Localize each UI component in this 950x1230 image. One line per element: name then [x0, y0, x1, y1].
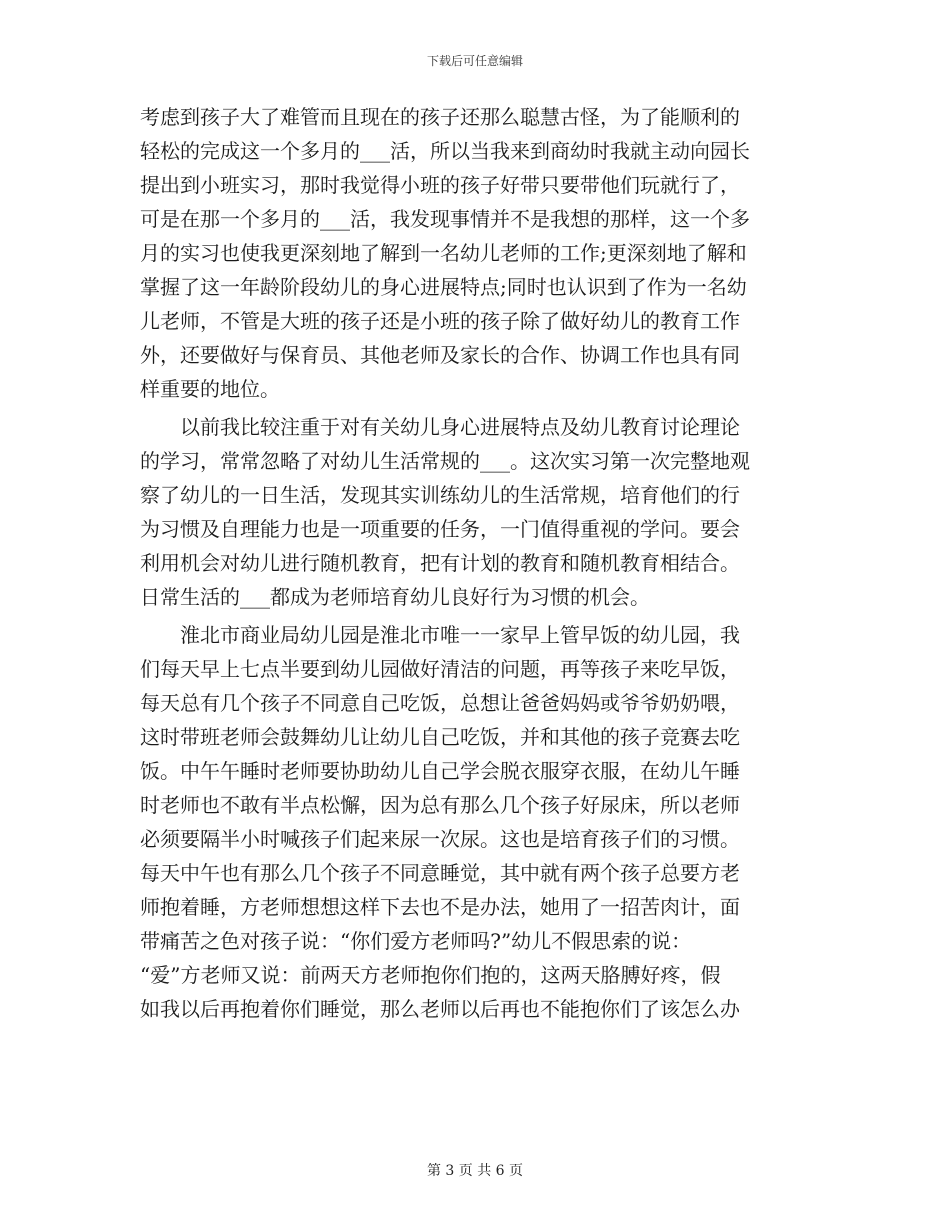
- page-footer: 第 3 页 共 6 页: [426, 1163, 524, 1179]
- text-line: 为习惯及自理能力也是一项重要的任务，一门值得重视的学问。要会: [140, 517, 740, 541]
- text-line: 每天总有几个孩子不同意自己吃饭，总想让爸爸妈妈或爷爷奶奶喂，: [140, 691, 740, 715]
- text-line: 日常生活的___都成为老师培育幼儿良好行为习惯的机会。: [140, 585, 650, 609]
- text-line: “爱”方老师又说：前两天方老师抱你们抱的，这两天胳膊好疼，假: [140, 963, 721, 987]
- text-line: 提出到小班实习，那时我觉得小班的孩子好带只要带他们玩就行了，: [140, 173, 740, 197]
- text-line: 察了幼儿的一日生活，发现其实训练幼儿的生活常规，培育他们的行: [140, 483, 740, 507]
- text-line: 们每天早上七点半要到幼儿园做好清洁的问题，再等孩子来吃早饭，: [140, 657, 740, 681]
- text-line: 必须要隔半小时喊孩子们起来尿一次尿。这也是培育孩子们的习惯。: [140, 827, 740, 851]
- text-line: 月的实习也使我更深刻地了解到一名幼儿老师的工作;更深刻地了解和: [140, 241, 747, 265]
- text-line: 师抱着睡，方老师想想这样下去也不是办法，她用了一招苦肉计，面: [140, 895, 740, 919]
- text-line: 轻松的完成这一个多月的___活，所以当我来到商幼时我就主动向园长: [140, 139, 750, 163]
- text-line: 这时带班老师会鼓舞幼儿让幼儿自己吃饭，并和其他的孩子竞赛去吃: [140, 725, 740, 749]
- text-line: 外，还要做好与保育员、其他老师及家长的合作、协调工作也具有同: [140, 343, 740, 367]
- text-line: 利用机会对幼儿进行随机教育，把有计划的教育和随机教育相结合。: [140, 551, 740, 575]
- text-line: 考虑到孩子大了难管而且现在的孩子还那么聪慧古怪，为了能顺利的: [140, 105, 740, 129]
- page-header: 下载后可任意编辑: [426, 54, 523, 68]
- text-line: 带痛苦之色对孩子说：“你们爱方老师吗?”幼儿不假思索的说：: [140, 929, 692, 953]
- text-line: 可是在那一个多月的___活，我发现事情并不是我想的那样，这一个多: [140, 207, 750, 231]
- text-line: 儿老师，不管是大班的孩子还是小班的孩子除了做好幼儿的教育工作: [140, 309, 740, 333]
- text-line: 每天中午也有那么几个孩子不同意睡觉，其中就有两个孩子总要方老: [140, 861, 740, 885]
- text-line: 时老师也不敢有半点松懈，因为总有那么几个孩子好尿床，所以老师: [140, 793, 740, 817]
- text-line: 以前我比较注重于对有关幼儿身心进展特点及幼儿教育讨论理论: [140, 415, 740, 439]
- text-line: 如我以后再抱着你们睡觉，那么老师以后再也不能抱你们了该怎么办: [140, 997, 740, 1021]
- text-line: 掌握了这一年龄阶段幼儿的身心进展特点;同时也认识到了作为一名幼: [140, 275, 747, 299]
- text-line: 样重要的地位。: [140, 377, 280, 401]
- text-line: 淮北市商业局幼儿园是淮北市唯一一家早上管早饭的幼儿园，我: [140, 623, 740, 647]
- text-line: 饭。中午午睡时老师要协助幼儿自己学会脱衣服穿衣服，在幼儿午睡: [140, 759, 740, 783]
- document-body: [140, 100, 806, 1026]
- text-line: 的学习，常常忽略了对幼儿生活常规的___。这次实习第一次完整地观: [140, 449, 750, 473]
